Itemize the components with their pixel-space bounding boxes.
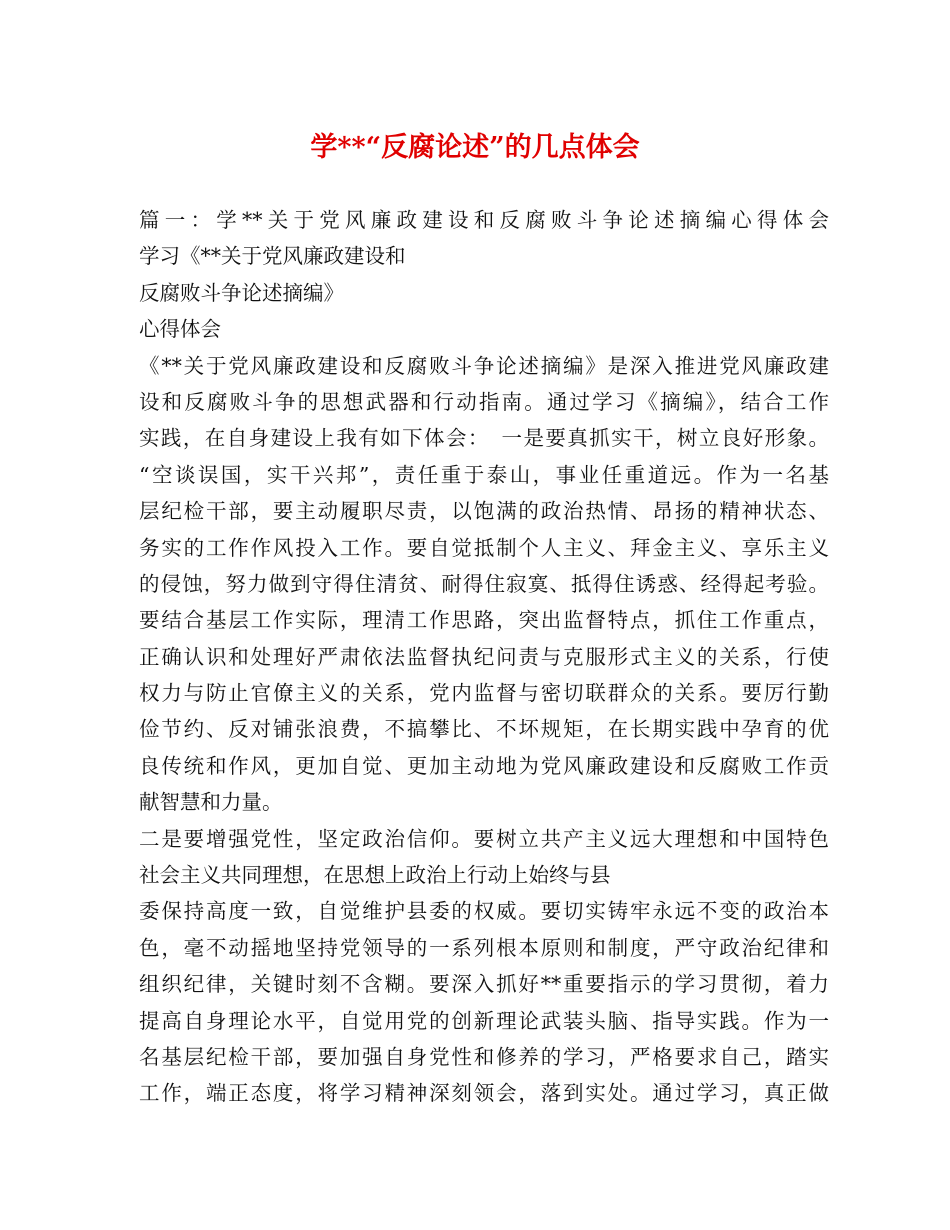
text-line: 反腐败斗争论述摘编》	[139, 280, 344, 305]
text-line: 名基层纪检干部，要加强自身党性和修养的学习，严格要求自己，踏实	[139, 1044, 829, 1069]
document-body	[139, 202, 829, 1112]
text-line: 正确认识和处理好严肃依法监督执纪问责与克服形式主义的关系，行使	[139, 644, 829, 669]
text-line: 献智慧和力量。	[139, 790, 283, 815]
text-line: 要结合基层工作实际，理清工作思路，突出监督特点，抓住工作重点，	[139, 608, 829, 633]
text-line: 俭节约、反对铺张浪费，不搞攀比、不坏规矩，在长期实践中孕育的优	[139, 717, 829, 742]
text-line: 色，毫不动摇地坚持党领导的一系列根本原则和制度，严守政治纪律和	[139, 935, 829, 960]
text-line: 社会主义共同理想，在思想上政治上行动上始终与县	[139, 863, 611, 888]
text-line: 实践，在自身建设上我有如下体会： 一是要真抓实干，树立良好形象。	[139, 426, 829, 451]
text-line: 委保持高度一致，自觉维护县委的权威。要切实铸牢永远不变的政治本	[139, 899, 829, 924]
text-line: 良传统和作风，更加自觉、更加主动地为党风廉政建设和反腐败工作贡	[139, 753, 829, 778]
text-line: 二是要增强党性，坚定政治信仰。要树立共产主义远大理想和中国特色	[139, 826, 829, 851]
text-line: 提高自身理论水平，自觉用党的创新理论武装头脑、指导实践。作为一	[139, 1008, 829, 1033]
text-line: 《**关于党风廉政建设和反腐败斗争论述摘编》是深入推进党风廉政建	[139, 353, 829, 378]
text-line: 篇一：学**关于党风廉政建设和反腐败斗争论述摘编心得体会	[139, 208, 829, 232]
text-line: 权力与防止官僚主义的关系，党内监督与密切联群众的关系。要厉行勤	[139, 681, 829, 706]
text-line: “空谈误国，实干兴邦”，责任重于泰山，事业任重道远。作为一名基	[139, 462, 829, 487]
text-line: 务实的工作作风投入工作。要自觉抵制个人主义、拜金主义、享乐主义	[139, 535, 829, 560]
text-line: 工作，端正态度，将学习精神深刻领会，落到实处。通过学习，真正做	[139, 1081, 829, 1106]
text-line: 学习《**关于党风廉政建设和	[139, 244, 406, 269]
text-line: 设和反腐败斗争的思想武器和行动指南。通过学习《摘编》，结合工作	[139, 389, 829, 414]
text-line: 的侵蚀，努力做到守得住清贫、耐得住寂寞、抵得住诱惑、经得起考验。	[139, 571, 829, 596]
text-line: 组织纪律，关键时刻不含糊。要深入抓好**重要指示的学习贯彻，着力	[139, 972, 829, 997]
text-line: 心得体会	[139, 317, 221, 342]
text-line: 层纪检干部，要主动履职尽责，以饱满的政治热情、昂扬的精神状态、	[139, 499, 829, 524]
document-title: 学**“反腐论述”的几点体会	[310, 132, 640, 163]
